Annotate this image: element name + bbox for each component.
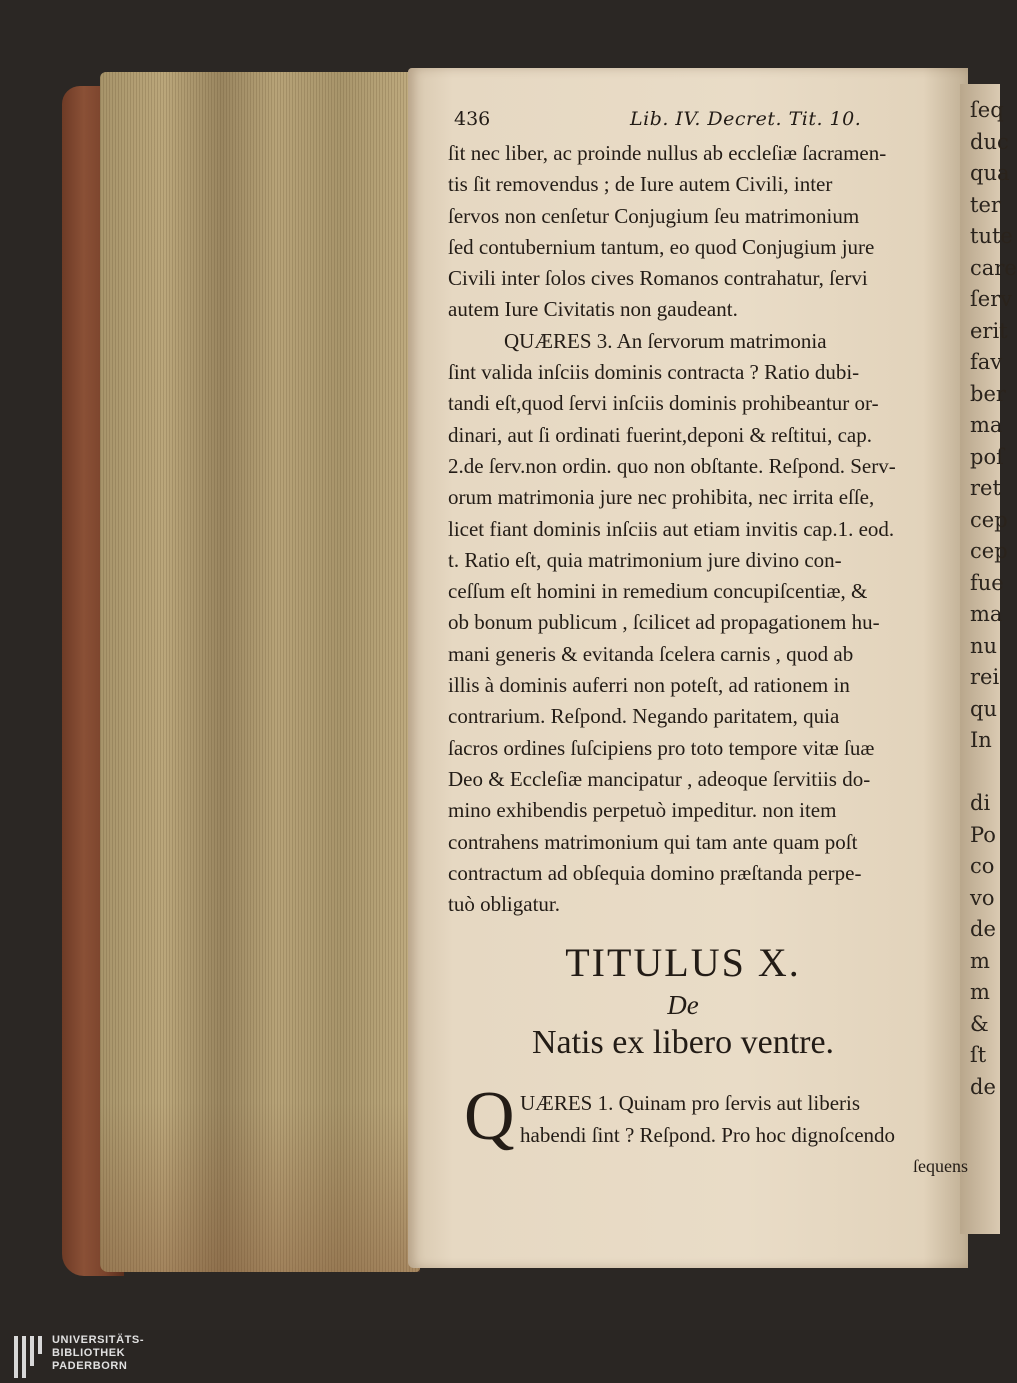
text-line: contractum ad obſequia domino præſtanda perpe- (448, 860, 862, 885)
library-logo-text (52, 1334, 144, 1373)
text-line: contrarium. Reſpond. Negando paritatem, quia (448, 704, 840, 729)
text-line: 2.de ſerv.non ordin. quo non obſtante. Reſpond. Serv- (448, 453, 896, 478)
next-page-fragment: qua (970, 161, 1010, 185)
text-line: ſed contubernium tantum, eo quod Conjugium jure (448, 234, 875, 259)
text-line: mani generis & evitanda ſcelera carnis , quod ab (448, 641, 854, 666)
next-page-fragment: ma (970, 413, 1003, 437)
page-block-fore-edge (100, 72, 420, 1272)
next-page-fragment: di (970, 791, 991, 815)
logo-line: UNIVERSITÄTS- (52, 1334, 145, 1346)
chapter-subtitle: Natis ex libero ventre. (531, 1024, 835, 1062)
text-line: ob bonum publicum , ſcilicet ad propagationem hu- (448, 610, 880, 635)
logo-line: PADERBORN (52, 1360, 128, 1372)
next-page-fragment: nu (970, 633, 998, 658)
next-page-fragment: ſeq (970, 98, 1004, 122)
text-line: dinari, aut ſi ordinati fuerint,deponi & reſtitui, cap. (448, 422, 872, 447)
next-page-fragment: cep (970, 507, 1008, 532)
text-line: ſit nec liber, ac proinde nullus ab eccleſiæ ſacramen- (448, 141, 887, 165)
next-page-fragment: cep (970, 539, 1008, 563)
text-line: ſequens (913, 1156, 968, 1177)
section-text (448, 1088, 968, 1182)
section-start (448, 1078, 968, 1182)
drop-cap: Q (464, 1078, 515, 1156)
text-line: ſacros ordines ſuſcipiens pro toto tempore vitæ ſuæ (448, 735, 875, 760)
next-page-fragment: vo (970, 885, 995, 910)
next-page-fragment: fav (970, 350, 1003, 374)
text-line: habendi ſint ? Reſpond. Pro hoc dignoſcendo (520, 1122, 896, 1147)
next-page-fragment: ter (970, 192, 1001, 217)
next-page-fragment: ſt (970, 1043, 987, 1067)
chapter-title-de: De (667, 990, 699, 1021)
page-number: 436 (454, 108, 491, 130)
next-page-fragment: de (970, 1074, 996, 1099)
text-line: orum matrimonia jure nec prohibita, nec irrita eſſe, (448, 485, 875, 510)
chapter-title: TITULUS X. (565, 940, 801, 986)
text-line: contrahens matrimonium qui tam ante quam poſt (448, 829, 858, 854)
next-page-fragment: qu (970, 696, 997, 721)
next-page-fragment: Po (970, 822, 996, 847)
next-page-fragment: fue (970, 570, 1004, 595)
next-page-fragment: ret (970, 476, 1001, 500)
running-head: Lib. IV. Decret. Tit. 10. (630, 108, 862, 130)
next-page-fragment: poſ (970, 444, 1004, 469)
next-page-fragment: ber (970, 381, 1006, 406)
footer-bar (0, 1330, 1000, 1383)
next-page-fragment: tute (970, 224, 1013, 248)
next-page-fragment: duc (970, 129, 1009, 154)
logo-line: BIBLIOTHEK (52, 1347, 126, 1359)
next-page-fragment: m (970, 980, 990, 1004)
text-line: t. Ratio eſt, quia matrimonium jure divino con- (448, 547, 842, 572)
next-page-fragment: m (970, 948, 990, 973)
next-page-fragment: rei (970, 665, 1000, 689)
text-line: QUÆRES 3. An ſervorum matrimonia (504, 328, 827, 353)
text-line: Deo & Eccleſiæ mancipatur , adeoque ſervitiis do- (448, 766, 871, 791)
text-line: UÆRES 1. Quinam pro ſervis aut liberis (520, 1091, 861, 1116)
page-text (448, 104, 968, 1214)
text-line: ceſſum eſt homini in remedium concupiſcentiæ, & (448, 579, 868, 604)
next-page-fragment: In (970, 728, 992, 752)
text-line: tuò obligatur. (448, 892, 560, 917)
library-logo-icon (14, 1336, 44, 1378)
next-page-fragment: erit (970, 318, 1008, 343)
next-page-fragment: care (970, 255, 1017, 280)
text-line: ſint valida inſciis dominis contracta ? Ratio dubi- (448, 360, 860, 385)
text-line: tis ſit removendus ; de Iure autem Civili, inter (448, 172, 833, 197)
text-line: licet fiant dominis inſciis aut etiam invitis cap.1. eod. (448, 516, 895, 541)
text-line: Civili inter ſolos cives Romanos contrahatur, ſervi (448, 266, 868, 291)
text-line: illis à dominis auferri non poteſt, ad rationem in (448, 673, 850, 698)
next-page-fragment: & (970, 1011, 989, 1036)
title-block (448, 940, 918, 1064)
body-text (448, 138, 968, 920)
page-header (448, 104, 968, 138)
text-line: ſervos non cenſetur Conjugium ſeu matrimonium (448, 203, 860, 228)
text-line: mino exhibendis perpetuò impeditur. non item (448, 798, 837, 823)
next-page-fragment: co (970, 854, 995, 878)
text-line: autem Iure Civitatis non gaudeant. (448, 297, 738, 322)
next-page-fragment: ma (970, 602, 1003, 626)
next-page-fragment: ſerv (970, 287, 1013, 311)
text-line: tandi eſt,quod ſervi inſciis dominis prohibeantur or- (448, 391, 879, 416)
next-page-fragment: de (970, 917, 996, 941)
